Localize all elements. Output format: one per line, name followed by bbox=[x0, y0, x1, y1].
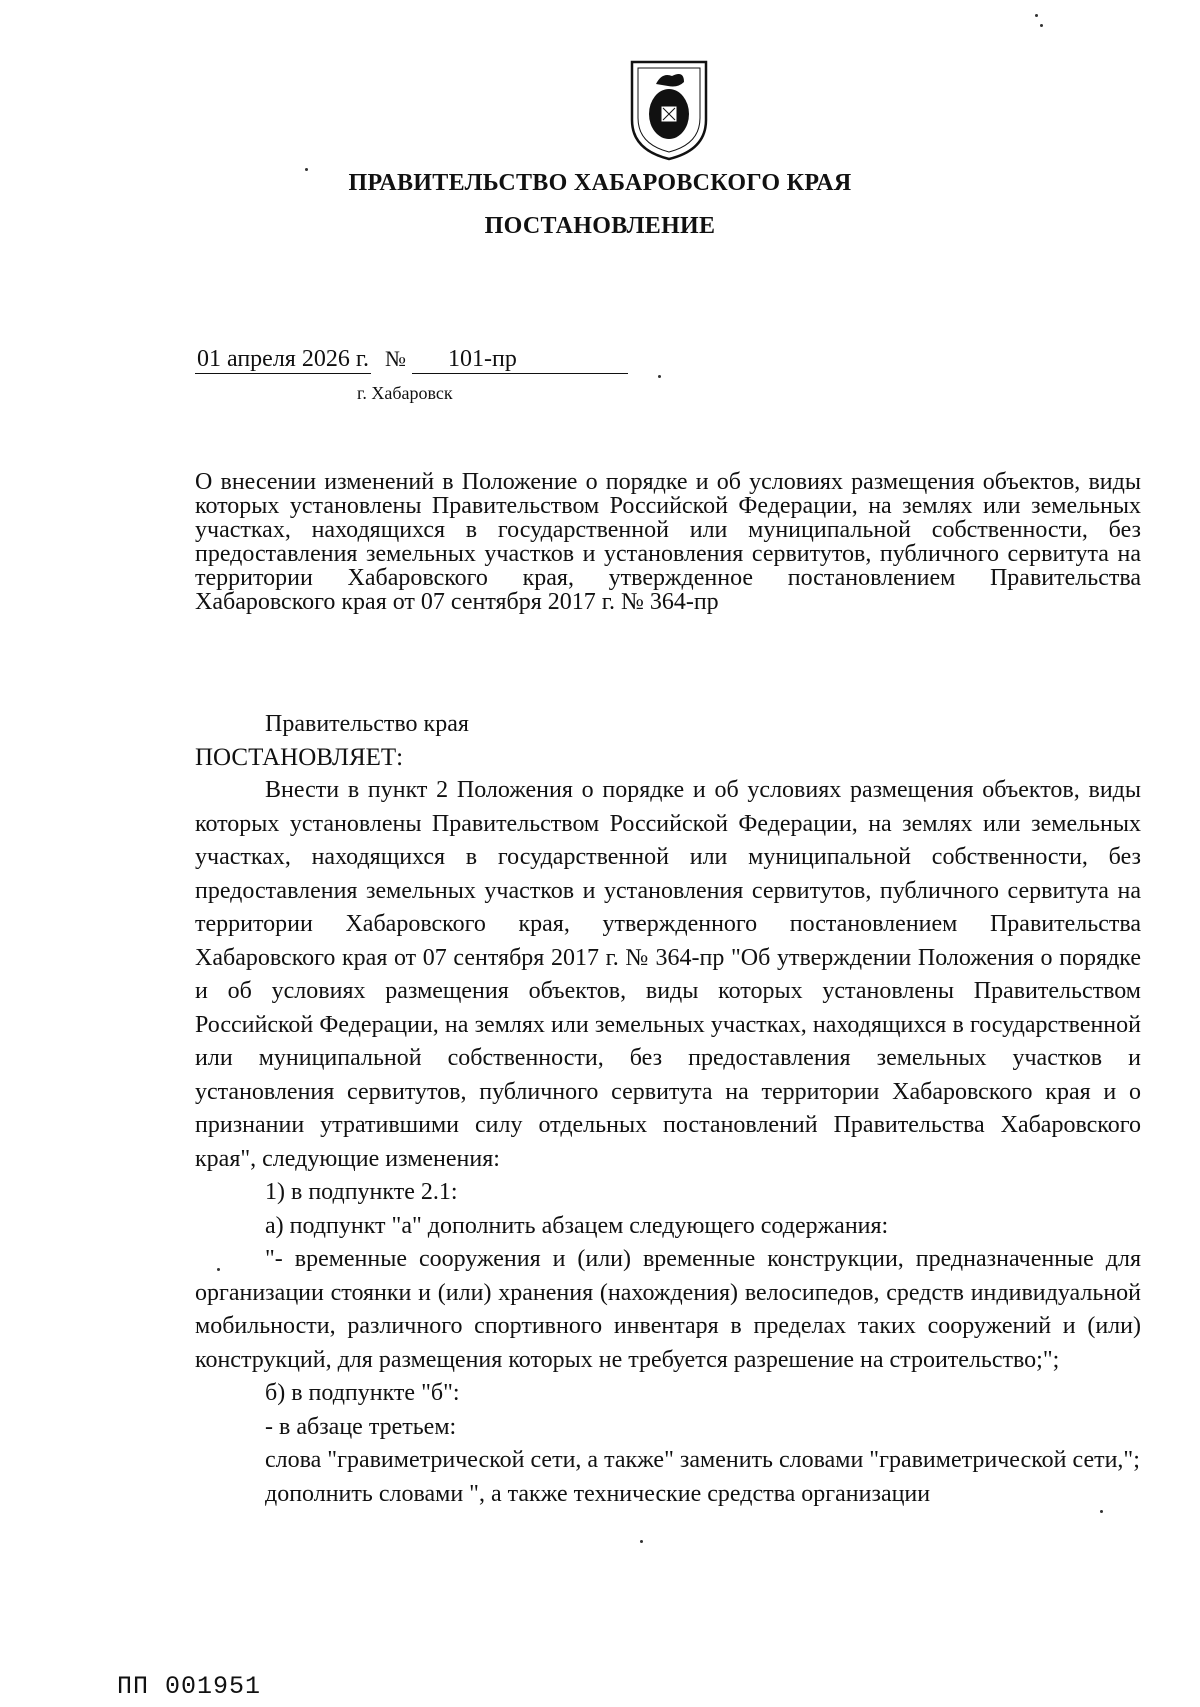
document-number: 101-пр bbox=[412, 346, 628, 374]
body-paragraph: - в абзаце третьем: bbox=[265, 1413, 457, 1440]
scan-speck bbox=[217, 1268, 220, 1271]
preamble-line-1: Правительство края bbox=[265, 711, 469, 737]
body-paragraph: а) подпункт "а" дополнить абзацем следующего содержания: bbox=[265, 1212, 889, 1239]
document-subject: О внесении изменений в Положение о порядке и об условиях размещения объектов, виды которых установлены Правительством Российской Федерации, на землях или земельных участках, находящихся в государственной или муниципальной собственности, без предоставления земельных участков и установления сервитутов, публичного сервитута на территории Хабаровского края, утвержденное постановлением Правительства Хабаровского края от 07 сентября 2017 г. № 364-пр bbox=[195, 469, 1141, 615]
body-paragraph: Внести в пункт 2 Положения о порядке и об условиях размещения объектов, виды которых установлены Правительством Российской Федерации, на землях или земельных участках, находящихся в государственной или муниципальной собственности, без предоставления земельных участков и установления сервитутов, публичного сервитута на территории Хабаровского края, утвержденного постановлением Правительства Хабаровского края от 07 сентября 2017 г. № 364-пр "Об утверждении Положения о порядке и об условиях размещения объектов, виды которых установлены Правительством Российской Федерации, на землях или земельных участках, находящихся в государственной или муниципальной собственности, без предоставления земельных участков и установления сервитутов, публичного сервитута на территории Хабаровского края и о признании утратившими силу отдельных постановлений Правительства Хабаровского края", следующие изменения: bbox=[195, 777, 1141, 1172]
number-sign: № bbox=[384, 346, 406, 371]
doc-type-title: ПОСТАНОВЛЕНИЕ bbox=[484, 213, 716, 239]
registration-stamp: ПП 001951 bbox=[117, 1672, 262, 1701]
preamble bbox=[195, 708, 469, 774]
scan-speck bbox=[658, 375, 661, 378]
body-paragraph: 1) в подпункте 2.1: bbox=[265, 1179, 458, 1205]
city: г. Хабаровск bbox=[357, 383, 453, 403]
scan-speck bbox=[305, 168, 308, 171]
scan-speck bbox=[1100, 1510, 1103, 1513]
body-paragraph: дополнить словами ", а также технические средства организации bbox=[265, 1480, 931, 1507]
body-paragraph: слова "гравиметрической сети, а также" заменить словами "гравиметрической сети,"; bbox=[265, 1447, 1140, 1473]
coat-of-arms-icon bbox=[628, 58, 710, 162]
document-date: 01 апреля 2026 г. bbox=[197, 346, 369, 372]
scan-speck bbox=[1035, 14, 1038, 17]
date-number-row bbox=[195, 346, 628, 374]
body-paragraph: б) в подпункте "б": bbox=[265, 1380, 460, 1406]
org-title: ПРАВИТЕЛЬСТВО ХАБАРОВСКОГО КРАЯ bbox=[348, 170, 852, 196]
body-paragraph: "- временные сооружения и (или) временные конструкции, предназначенные для организации стоянки и (или) хранения (нахождения) велосипедов, средств индивидуальной мобильности, различного спортивного инвентаря в пределах таких сооружений и (или) конструкций, для размещения которых не требуется разрешение на строительство;"; bbox=[195, 1246, 1141, 1373]
scan-speck bbox=[640, 1540, 643, 1543]
document-body bbox=[195, 774, 1141, 1511]
preamble-line-2: ПОСТАНОВЛЯЕТ: bbox=[195, 744, 404, 771]
scan-speck bbox=[1040, 24, 1043, 27]
